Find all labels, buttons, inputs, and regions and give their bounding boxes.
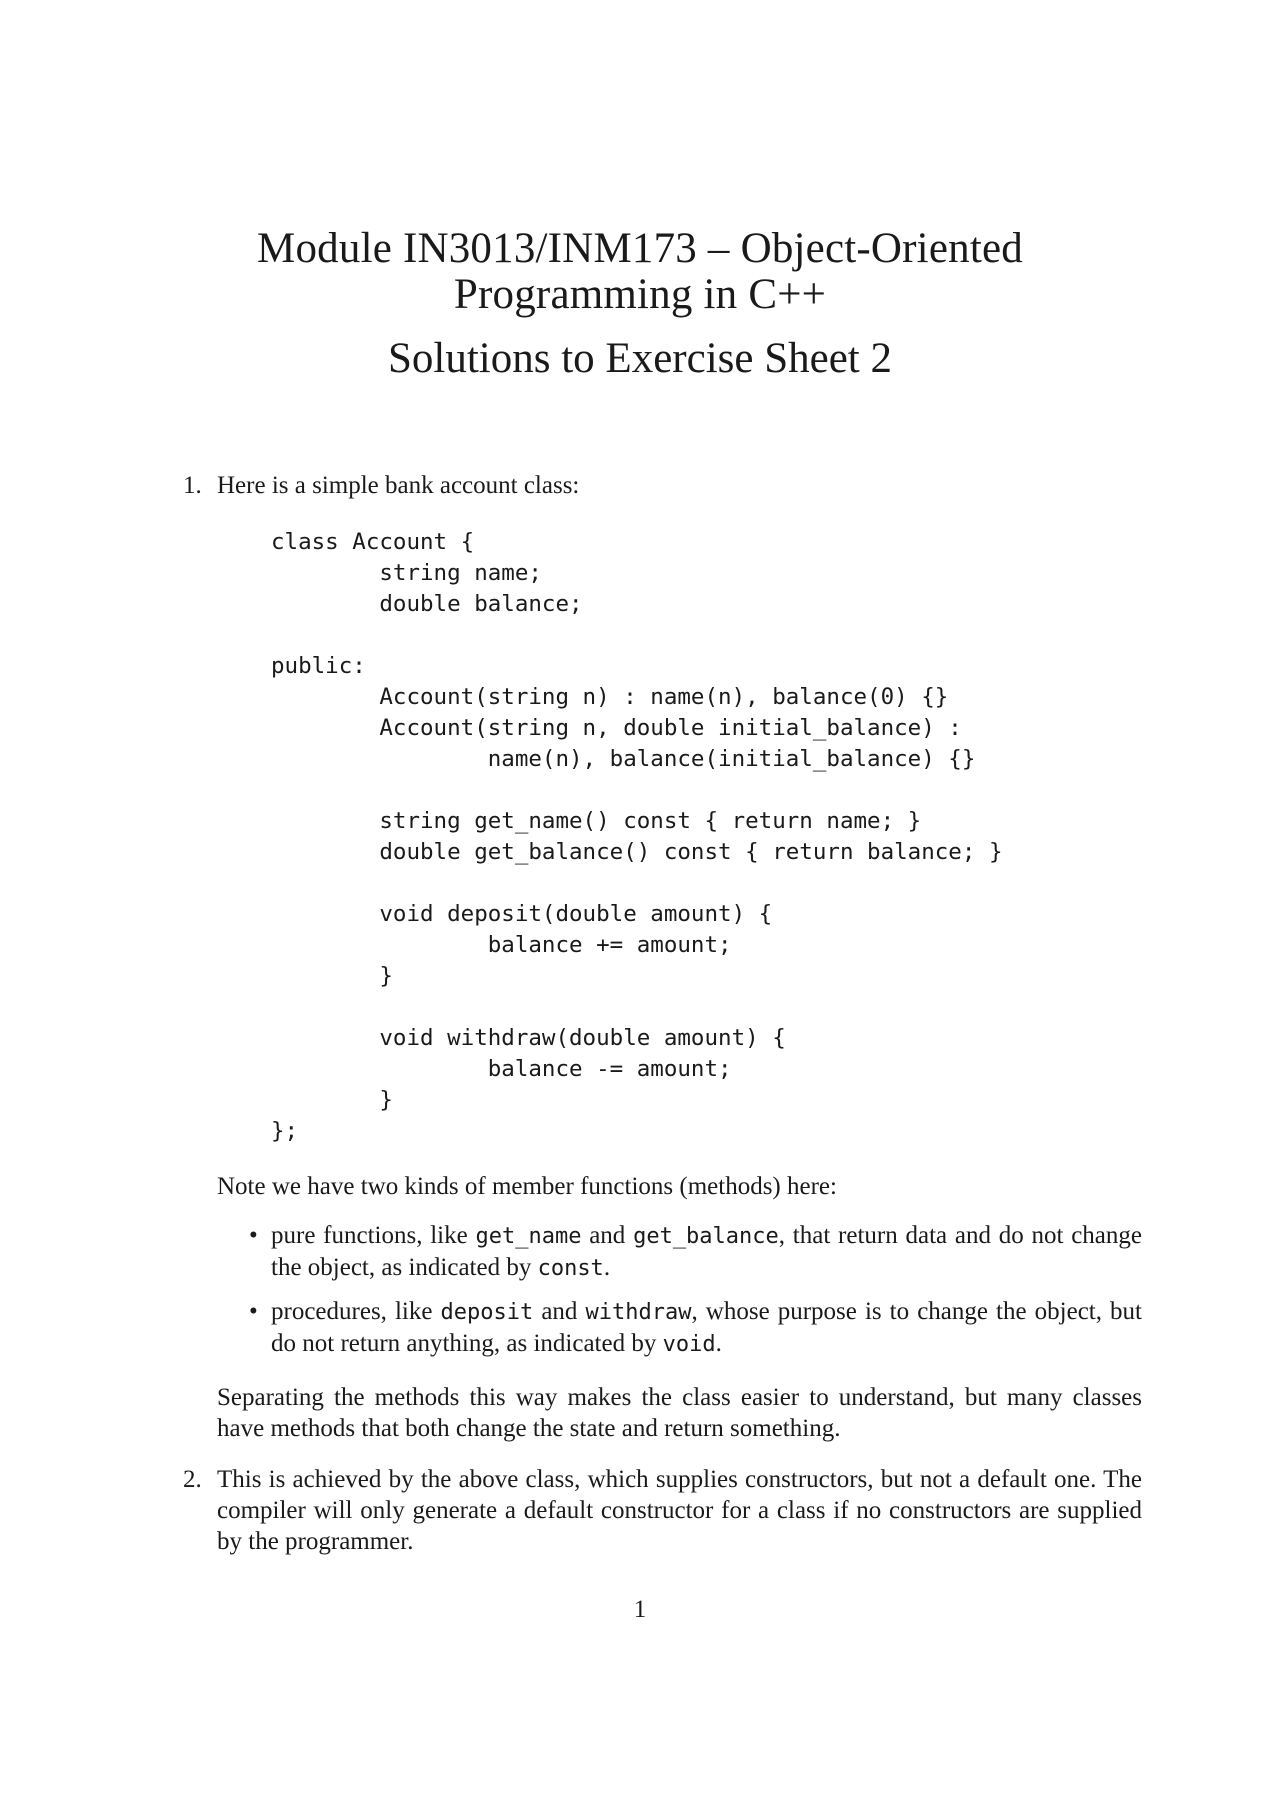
page-number: 1 (633, 1596, 647, 1623)
list-item-2 (183, 1464, 1142, 1557)
bullet-pure-functions (249, 1220, 1142, 1284)
item-number-2: 2. (183, 1466, 202, 1493)
bullet-text: . (715, 1330, 722, 1357)
item-number-1: 1. (183, 472, 202, 499)
bullet-text: and (581, 1222, 634, 1249)
item-2-text: This is achieved by the above class, which supplies constructors, but not a default one. The compiler will only generate a default constructor for a class if no constructors are supplied by the programmer. (217, 1466, 1142, 1555)
code-deposit: deposit (440, 1300, 534, 1325)
bullet-text: , whose purpose is to change the object, but do not return anything, as indicated by (271, 1298, 1143, 1357)
bullet-dot-icon: • (249, 1298, 258, 1325)
closing-paragraph: Separating the methods this way makes the class easier to understand, but many classes have methods that both change the state and return something. (217, 1384, 1142, 1442)
subtitle: Solutions to Exercise Sheet 2 (388, 335, 892, 382)
bullet-text: pure functions, like (271, 1222, 476, 1249)
bullet-text: procedures, like (271, 1298, 441, 1325)
item-1-intro: Here is a simple bank account class: (217, 472, 580, 499)
bullet-procedures (249, 1296, 1143, 1360)
account-class-code: class Account { string name; double balance; public: Account(string n) : name(n), balance(0) {} Account(string n, double initial_balance) : name(n), balance(initial_balance) {} string get_name() const { return name; } double get_balance() const { return balance; } void deposit(double amount) { balance += amount; } void withdraw(double amount) { balance -= amount; } }; (271, 529, 1003, 1144)
code-void: void (662, 1332, 716, 1357)
content (183, 470, 1143, 1557)
code-const: const (537, 1256, 604, 1281)
bullet-text: , that return data and do not change the object, as indicated by (271, 1222, 1142, 1281)
bullet-text: and (533, 1298, 586, 1325)
code-withdraw: withdraw (585, 1300, 692, 1325)
code-get-name: get_name (475, 1224, 582, 1249)
list-item-1 (183, 470, 1143, 1444)
title-line-1: Module IN3013/INM173 – Object-Oriented (257, 225, 1023, 272)
title-block (0, 226, 1280, 382)
title-line-2: Programming in C++ (453, 271, 827, 318)
code-get-balance: get_balance (633, 1224, 779, 1249)
bullet-text: . (603, 1254, 611, 1281)
method-kinds-list (249, 1220, 1143, 1360)
bullet-dot-icon: • (249, 1222, 258, 1249)
methods-note: Note we have two kinds of member functions (methods) here: (217, 1173, 837, 1200)
